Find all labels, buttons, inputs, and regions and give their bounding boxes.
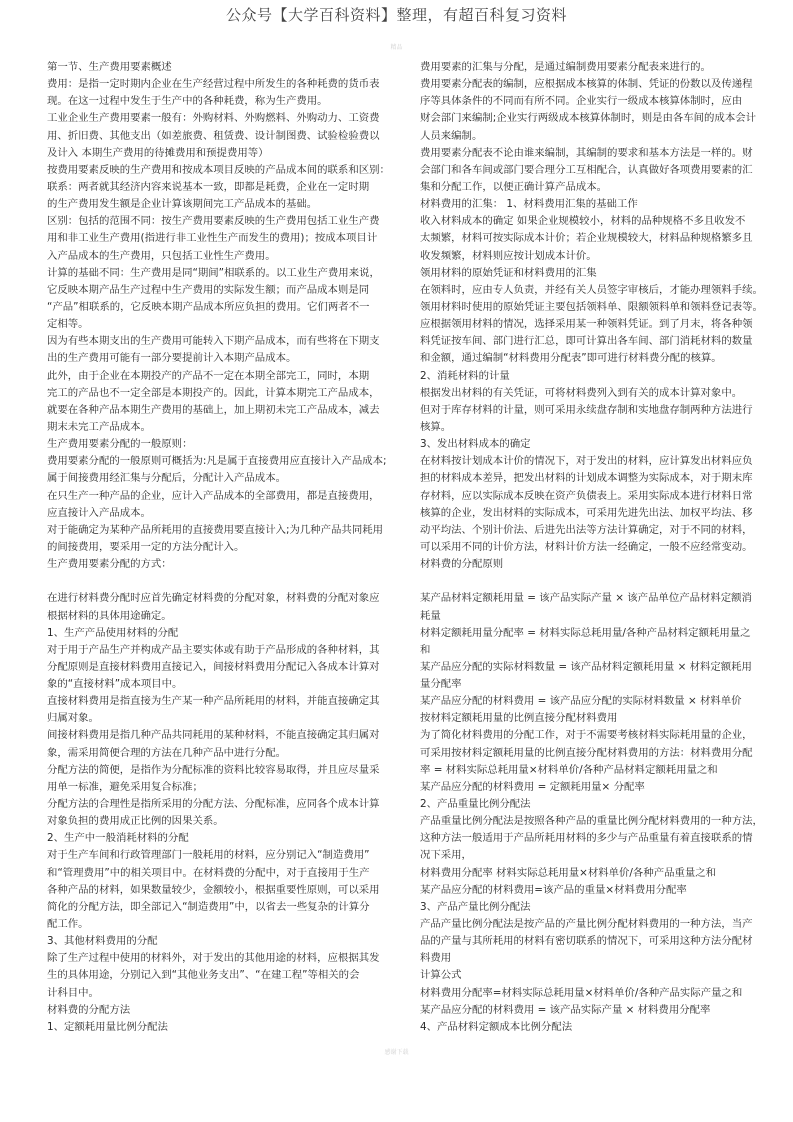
text-line: 费用：是指一定时期内企业在生产经营过程中所发生的各种耗费的货币表: [47, 78, 380, 91]
text-line: 用和非工业生产费用(指进行非工业性生产而发生的费用)；按成本项目计: [47, 232, 378, 245]
text-line: 对于用于产品生产并构成产品主要实体或有助于产品形成的各种材料，其: [47, 643, 380, 656]
text-line: 某产品应分配的材料费用 = 该产品应分配的实际材料数量 × 材料单价: [420, 695, 742, 708]
text-line: 在领料时，应由专人负责，并经有关人员签字审核后，才能办理领料手续。: [420, 283, 763, 296]
watermark-bottom: 感谢下载: [384, 1049, 409, 1056]
text-line: 用单一标准，避免采用复合标准；: [47, 780, 203, 793]
text-line: 出的生产费用可能有一部分要提前计入本期产品成本。: [47, 352, 297, 365]
text-line: 配工作。: [47, 918, 89, 931]
text-line: 费用要素分配表的编制，应根据成本核算的体制、凭证的份数以及传递程: [420, 78, 753, 91]
text-line: 某产品应分配的材料费用 = 该产品实际产量 × 材料费用分配率: [420, 1003, 711, 1016]
text-line: 材料费用分配率 材料实际总耗用量×材料单价/各种产品重量之和: [420, 866, 717, 879]
text-line: 的间接费用，要采用一定的方法分配计入。: [47, 540, 245, 553]
text-line: 和“管理费用”中的相关项目中。在材料费的分配中，对于直接用于生产: [47, 866, 370, 879]
text-line: 各种产品的材料，如果数量较少，金额较小，根据重要性原则，可以采用: [47, 883, 380, 896]
text-line: 某产品应分配的材料费用=该产品的重量×材料费用分配率: [420, 883, 687, 896]
text-line: 计算公式: [420, 969, 462, 982]
text-line: [420, 573, 765, 590]
text-line: 为了简化材料费用的分配工作，对于不需要考核材料实际耗用量的企业，: [420, 729, 753, 742]
text-line: 2、消耗材料的计量: [420, 369, 510, 382]
text-line: 在材料按计划成本计价的情况下，对于发出的材料，应计算发出材料应负: [420, 455, 753, 468]
text-line: 财会部门来编制;企业实行两级成本核算体制时，则是由各车间的成本会计: [420, 112, 756, 125]
text-line: 材料费用的汇集： 1、材料费用汇集的基础工作: [420, 198, 638, 211]
text-line: 和: [420, 643, 431, 656]
text-line: 3、产品产量比例分配法: [420, 900, 531, 913]
text-line: 集和分配工作，以便正确计算产品成本。: [420, 180, 608, 193]
text-line: 序等具体条件的不同而有所不同。企业实行一级成本核算体制时，应由: [420, 95, 743, 108]
text-line: 定相等。: [47, 318, 89, 331]
text-line: 生的具体用途，分别记入到“其他业务支出”、“在建工程”等相关的会: [47, 969, 360, 982]
text-line: 和金额，通过编制“材料费用分配表”即可进行材料费分配的核算。: [420, 352, 722, 365]
text-line: 费用要素分配表不论由谁来编制，其编制的要求和基本方法是一样的。财: [420, 146, 753, 159]
text-line: 人员来编制。: [420, 129, 483, 142]
text-line: 在进行材料费分配时应首先确定材料费的分配对象，材料费的分配对象应: [47, 592, 380, 605]
text-line: 核算。: [420, 420, 452, 433]
text-line: 太频繁，材料可按实际成本计价；若企业规模较大，材料品种规格繁多且: [420, 232, 753, 245]
text-line: 收入材料成本的确定 如果企业规模较小，材料的品种规格不多且收发不: [420, 215, 746, 228]
text-line: 产品产量比例分配法是按产品的产量比例分配材料费用的一种方法，当产: [420, 918, 753, 931]
text-line: 现。在这一过程中发生于生产中的各种耗费，称为生产费用。: [47, 95, 328, 108]
text-line: 属于间接费用经汇集与分配后，分配计入产品成本。: [47, 472, 286, 485]
text-line: 就要在各种产品本期生产费用的基础上，加上期初未完工产品成本，减去: [47, 403, 380, 416]
text-line: 量分配率: [420, 678, 462, 691]
text-line: 4、产品材料定额成本比例分配法: [420, 1020, 573, 1033]
text-line: 归属对象。: [47, 712, 99, 725]
text-line: 费用要素的汇集与分配，是通过编制费用要素分配表来进行的。: [420, 61, 711, 73]
text-line: 第一节、生产费用要素概述: [47, 61, 172, 73]
text-line: 会部门和各车间或部门要合理分工互相配合，认真做好各项费用要素的汇: [420, 163, 753, 176]
text-line: 对象负担的费用成正比例的因果关系。: [47, 815, 224, 828]
text-line: [47, 573, 392, 590]
text-line: 在只生产一种产品的企业，应计入产品成本的全部费用，都是直接费用，: [47, 489, 380, 502]
text-line: 此外，由于企业在本期投产的产品不一定在本期全部完工，同时，本期: [47, 369, 370, 382]
text-line: 1、生产产品使用材料的分配: [47, 626, 179, 639]
text-line: 的生产费用发生额是企业计算该期间完工产品成本的基础。: [47, 198, 318, 211]
text-line: 这种方法一般适用于产品所耗用材料的多少与产品重量有着直接联系的情: [420, 832, 753, 845]
text-line: 根据发出材料的有关凭证，可将材料费列入到有关的成本计算对象中。: [420, 386, 743, 399]
text-line: 2、生产中一般消耗材料的分配: [47, 832, 189, 845]
text-line: 可采用按材料定额耗用量的比例直接分配材料费用的方法：材料费用分配: [420, 746, 753, 759]
text-line: 可以采用不同的计价方法，材料计价方法一经确定，一般不应经常变动。: [420, 540, 753, 553]
text-line: 分配方法的合理性是指所采用的分配方法、分配标准，应同各个成本计算: [47, 798, 380, 811]
text-line: 计科目中。: [47, 986, 99, 999]
right-column: [420, 59, 765, 1036]
text-line: 用、折旧费、其他支出（如差旅费、租赁费、设计制图费、试验检验费以: [47, 129, 380, 142]
text-line: 材料定额耗用量分配率 = 材料实际总耗用量/各种产品材料定额耗用量之: [420, 626, 751, 639]
text-line: 联系：两者就其经济内容来说基本一致，即都是耗费，企业在一定时期: [47, 180, 370, 193]
text-line: 耗量: [420, 609, 441, 622]
page-header-title: 公众号【大学百科资料】整理，有超百科复习资料: [225, 6, 567, 24]
text-line: 分配原则是直接材料费用直接记入，间接材料费用分配记入各成本计算对: [47, 660, 380, 673]
text-line: 应根据领用材料的情况，选择采用某一种领料凭证。到了月末，将各种领: [420, 318, 753, 331]
text-line: 2、产品重量比例分配法: [420, 798, 531, 811]
text-line: 它反映本期产品生产过程中生产费用的实际发生额；而产品成本则是同: [47, 283, 370, 296]
text-line: 对于生产车间和行政管理部门一般耗用的材料，应分别记入“制造费用”: [47, 849, 370, 862]
text-line: 料凭证按车间、部门进行汇总，即可计算出各车间、部门消耗材料的数量: [420, 335, 753, 348]
text-line: 况下采用，: [420, 849, 472, 862]
text-line: 领用材料的原始凭证和材料费用的汇集: [420, 266, 597, 279]
text-line: 直接材料费用是指直接为生产某一种产品所耗用的材料，并能直接确定其: [47, 695, 380, 708]
text-line: 料费用: [420, 952, 452, 965]
text-line: 生产费用要素分配的一般原则：: [47, 438, 193, 451]
text-line: 生产费用要素分配的方式：: [47, 558, 172, 571]
text-line: 但对于库存材料的计量，则可采用永续盘存制和实地盘存制两种方法进行: [420, 403, 753, 416]
text-line: 分配方法的简便，是指作为分配标准的资料比较容易取得，并且应尽量采: [47, 763, 380, 776]
text-line: 3、发出材料成本的确定: [420, 438, 531, 451]
text-line: 工业企业生产费用要素一般有：外购材料、外购燃料、外购动力、工资费: [47, 112, 380, 125]
text-line: 象，需采用简便合理的方法在几种产品中进行分配。: [47, 746, 286, 759]
text-line: 除了生产过程中使用的材料外，对于发出的其他用途的材料，应根据其发: [47, 952, 380, 965]
text-line: 间接材料费用是指几种产品共同耗用的某种材料，不能直接确定其归属对: [47, 729, 380, 742]
text-line: 对于能确定为某种产品所耗用的直接费用要直接计入;为几种产品共同耗用: [47, 523, 383, 536]
text-line: 材料费的分配原则: [420, 558, 504, 571]
text-line: 按材料定额耗用量的比例直接分配材料费用: [420, 712, 618, 725]
text-line: 材料费用分配率=材料实际总耗用量×材料单价/各种产品实际产量之和: [420, 986, 743, 999]
text-line: 率 = 材料实际总耗用量×材料单价/各种产品材料定额耗用量之和: [420, 763, 718, 776]
text-line: 核算的企业，发出材料的实际成本，可采用先进先出法、加权平均法、移: [420, 506, 753, 519]
text-line: 费用要素分配的一般原则可概括为:凡是属于直接费用应直接计入产品成本;: [47, 455, 387, 468]
text-line: “产品”相联系的，它反映本期产品成本所应负担的费用。它们两者不一: [47, 300, 370, 313]
text-line: 计算的基础不同：生产费用是同“期间”相联系的。以工业生产费用来说，: [47, 266, 380, 279]
text-line: 简化的分配方法，即全部记入“制造费用”中，以省去一些复杂的计算分: [47, 900, 370, 913]
text-line: 根据材料的具体用途确定。: [47, 609, 172, 622]
text-line: 期末未完工产品成本。: [47, 420, 151, 433]
text-line: 按费用要素反映的生产费用和按成本项目反映的产品成本间的联系和区别：: [47, 163, 390, 176]
text-line: 动平均法、个别计价法、后进先出法等方法计算确定，对于不同的材料，: [420, 523, 753, 536]
text-line: 1、定额耗用量比例分配法: [47, 1020, 168, 1033]
text-line: 入产品成本的生产费用，只包括工业性生产费用。: [47, 249, 276, 262]
watermark-top: 精品: [390, 44, 403, 51]
text-line: 某产品应分配的材料费用 = 定额耗用量× 分配率: [420, 780, 645, 793]
text-line: 领用材料时使用的原始凭证主要包括领料单、限额领料单和领料登记表等。: [420, 300, 763, 313]
text-line: 产品重量比例分配法是按照各种产品的重量比例分配材料费用的一种方法，: [420, 815, 763, 828]
left-column: [47, 59, 392, 1036]
text-line: 及计入 本期生产费用的待摊费用和预提费用等）: [47, 146, 269, 159]
text-line: 应直接计入产品成本。: [47, 506, 151, 519]
text-line: 某产品应分配的实际材料数量 = 该产品材料定额耗用量 × 材料定额耗用: [420, 660, 752, 673]
text-line: 存材料，应以实际成本反映在资产负债表上。采用实际成本进行材料日常: [420, 489, 753, 502]
text-line: 因为有些本期支出的生产费用可能转入下期产品成本，而有些将在下期支: [47, 335, 380, 348]
text-line: 象的“直接材料”成本项目中。: [47, 678, 183, 691]
text-line: 区别：包括的范围不同：按生产费用要素反映的生产费用包括工业生产费: [47, 215, 380, 228]
text-line: 材料费的分配方法: [47, 1003, 131, 1016]
text-line: 3、其他材料费用的分配: [47, 935, 158, 948]
text-line: 品的产量与其所耗用的材料有密切联系的情况下，可采用这种方法分配材: [420, 935, 753, 948]
text-line: 某产品材料定额耗用量 = 该产品实际产量 × 该产品单位产品材料定额消: [420, 592, 752, 605]
text-line: 完工的产品也不一定全部是本期投产的。因此，计算本期完工产品成本，: [47, 386, 380, 399]
text-line: 担的材料成本差异，把发出材料的计划成本调整为实际成本，对于期末库: [420, 472, 753, 485]
text-line: 收发频繁，材料则应按计划成本计价。: [420, 249, 597, 262]
